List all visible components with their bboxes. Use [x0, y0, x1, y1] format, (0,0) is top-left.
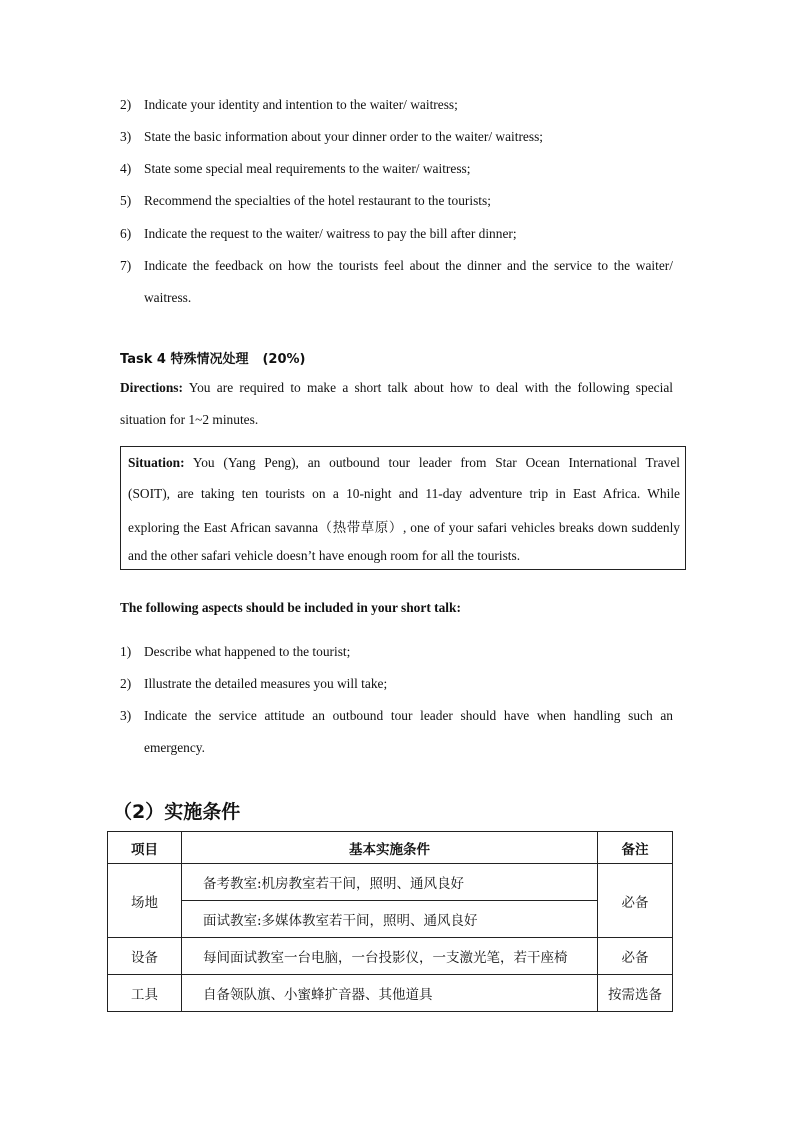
venue-condition-1: 备考教室:机房教室若干间，照明、通风良好 [182, 864, 598, 901]
venue-note: 必备 [598, 864, 673, 938]
list-a-num-3: 4) [120, 161, 132, 176]
list-b-item-3: Indicate the service attitude an outbound tour leader should have when handling such an [144, 708, 673, 723]
aspects-heading: The following aspects should be included in your short talk: [120, 600, 461, 615]
list-b-num-1: 1) [120, 644, 132, 659]
list-a-item-4: Recommend the specialties of the hotel restaurant to the tourists; [144, 193, 491, 208]
venue-label: 场地 [108, 864, 182, 938]
directions-line-2: situation for 1~2 minutes. [120, 412, 259, 427]
header-conditions: 基本实施条件 [182, 832, 598, 864]
list-b-num-2: 2) [120, 676, 132, 691]
list-b-item-2: Illustrate the detailed measures you will take; [144, 676, 388, 691]
list-a-num-2: 3) [120, 129, 132, 144]
header-item: 项目 [108, 832, 182, 864]
directions-text-1: You are required to make a short talk about how to deal with the following special [188, 380, 673, 395]
task4-title: Task 4 特殊情况处理 [120, 352, 249, 367]
situation-label: Situation: [128, 455, 185, 470]
list-a-item-6: Indicate the feedback on how the tourists feel about the dinner and the service to the waiter/ [144, 258, 673, 273]
situation-box [120, 446, 686, 570]
task4-heading [120, 348, 305, 367]
table-header-row [108, 832, 673, 864]
table-row-venue-2 [108, 901, 673, 938]
header-note: 备注 [598, 832, 673, 864]
task4-weight: (20%) [262, 352, 306, 367]
tools-note: 按需选备 [598, 975, 673, 1012]
list-a-item-2: State the basic information about your dinner order to the waiter/ waitress; [144, 129, 543, 144]
situation-line-2: (SOIT), are taking ten tourists on a 10-night and 11-day adventure trip in East Africa. While [128, 486, 680, 501]
list-a-num-1: 2) [120, 97, 132, 112]
list-a-item-5: Indicate the request to the waiter/ waitress to pay the bill after dinner; [144, 226, 517, 241]
tools-label: 工具 [108, 975, 182, 1012]
section2-title: （2）实施条件 [113, 801, 241, 823]
conditions-table [107, 831, 673, 1012]
situation-text-1: You (Yang Peng), an outbound tour leader from Star Ocean International Travel [192, 455, 680, 470]
list-a-item-6-cont: waitress. [144, 290, 192, 305]
situation-line-1 [128, 455, 680, 471]
tools-condition: 自备领队旗、小蜜蜂扩音器、其他道具 [182, 975, 598, 1012]
list-b-item-1: Describe what happened to the tourist; [144, 644, 351, 659]
list-a-item-3: State some special meal requirements to the waiter/ waitress; [144, 161, 471, 176]
situation-line-3: exploring the East African savanna（热带草原）, one of your safari vehicles breaks down suddenly [128, 520, 680, 535]
list-a-item-1: Indicate your identity and intention to the waiter/ waitress; [144, 97, 458, 112]
situation-line-4: and the other safari vehicle doesn’t have enough room for all the tourists. [128, 548, 521, 563]
table-row-tools [108, 975, 673, 1012]
list-a-num-6: 7) [120, 258, 132, 273]
venue-condition-2: 面试教室:多媒体教室若干间，照明、通风良好 [182, 901, 598, 938]
table-row-equipment [108, 938, 673, 975]
directions-line-1 [120, 380, 673, 396]
directions-label: Directions: [120, 380, 183, 395]
list-b-item-3-cont: emergency. [144, 740, 205, 755]
equipment-note: 必备 [598, 938, 673, 975]
equipment-condition: 每间面试教室一台电脑，一台投影仪，一支激光笔，若干座椅 [182, 938, 598, 975]
list-a-num-5: 6) [120, 226, 132, 241]
table-row-venue [108, 864, 673, 901]
list-b-num-3: 3) [120, 708, 132, 723]
equipment-label: 设备 [108, 938, 182, 975]
list-a-num-4: 5) [120, 193, 132, 208]
